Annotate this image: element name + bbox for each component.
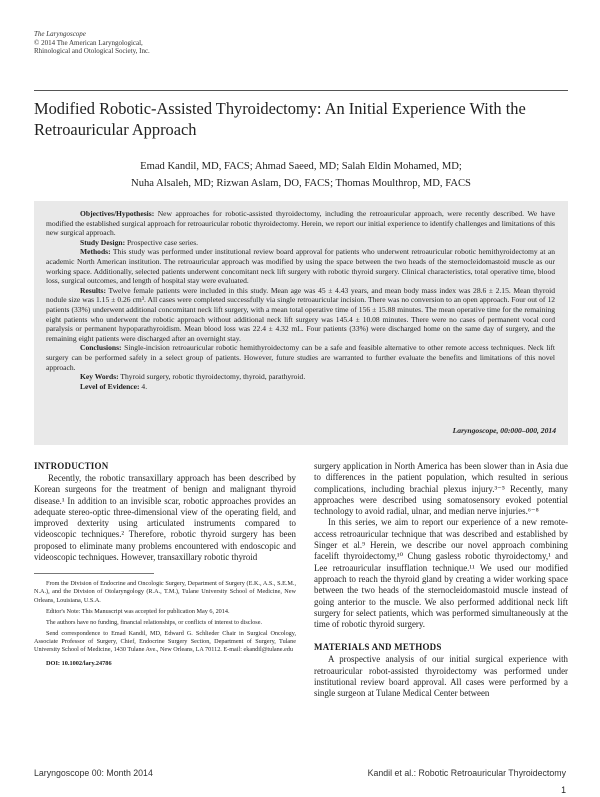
footnote-divider <box>34 573 154 574</box>
abstract-evidence: Level of Evidence: 4. <box>80 381 148 391</box>
intro-heading: INTRODUCTION <box>34 461 109 471</box>
abstract-results: Results: Twelve female patients were included in this study. Mean age was 45 ± 4.43 years, and mean body mass index was 28.6 ± 2.15. Mean thyroid nodule size was 1.15 ± 0.26 cm³. All cases were completed successfully via single retroauricular incision. There was no conversion to an open approach. Four out of 12 patients (33%) underwent additional concomitant neck lift surgery, with a mean total operative time of 156 ± 15.88 minutes. The mean operative time for the remaining eight patients who underwent the robotic approach without additional neck lift surgery was 145.4 ± 10.08 minutes. There were no cases of permanent vocal cord paralysis or permanent hypoparathyroidism. Mean blood loss was 22.4 ± 4.32 mL. Four patients (33%) were discharged home on the same day of surgery, and the remaining eight patients were discharged after an overnight stay. <box>46 285 555 343</box>
copyright-line: © 2014 The American Laryngological, <box>34 38 143 47</box>
journal-info <box>34 30 150 56</box>
abstract-objectives: Objectives/Hypothesis: New approaches for robotic-assisted thyroidectomy, including the retroauricular approach, were recently described. We have modified the established surgical approach for retroauricular robotic thyroidectomy. Herein, we report our initial experience to identify challenges and limitations of this new surgical approach. <box>46 209 556 238</box>
authors-line-2: Nuha Alsaleh, MD; Rizwan Aslam, DO, FACS; Thomas Moulthrop, MD, FACS <box>131 178 471 189</box>
footnote-affiliation: From the Division of Endocrine and Oncologic Surgery, Department of Surgery (E.K., A.S., S.E.M., N.A.), and the Division of Otolaryngology (R.A., T.M.), Tulane University School of Medicine, New Orleans, Louisiana, U.S.A. <box>34 580 296 604</box>
footnote-editor: Editor's Note: This Manuscript was accepted for publication May 6, 2014. <box>46 607 230 615</box>
doi: DOI: 10.1002/lary.24786 <box>46 660 112 668</box>
abstract-box <box>34 201 568 445</box>
methods-heading: MATERIALS AND METHODS <box>314 642 442 653</box>
footer-right: Kandil et al.: Robotic Retroauricular Thyroidectomy <box>367 768 566 778</box>
abstract-conclusions: Conclusions: Single-incision retroauricular robotic hemithyroidectomy can be a safe and feasible alternative to other remote access techniques. Neck lift surgery can be performed safely in a select group of patients. However, future studies are warranted to further evaluate the benefits and limitations of this novel approach. <box>46 343 556 372</box>
col2-paragraph-2: In this series, we aim to report our experience of a new remote-access retroauricular technique that was described and established by Singer et al.⁹ Herein, we describe our novel approach combining facelift thyroidectomy,¹⁰ Chung gasless robotic thyroidectomy,¹ and Lee retroauricular insufflation technique.¹¹ We used our modified approach to reach the thyroid gland by creating a wider working space between the two heads of the sternocleidomastoid muscle instead of going anterior to the muscle. We also performed additional neck lift surgery for select patients, which was performed simultaneously at the time of robotic thyroid surgery. <box>314 517 568 630</box>
footnote-disclosure: The authors have no funding, financial relationships, or conflicts of interest to disclose. <box>46 618 262 626</box>
author-list <box>34 158 568 192</box>
left-column <box>34 461 296 667</box>
intro-paragraph: Recently, the robotic transaxillary approach has been described by Korean surgeons for the treatment of benign and malignant thyroid disease.¹ In addition to an invisible scar, robotic approaches provides an adequate stereo-optic three-dimensional view of the operating field, and improved dexterity using articulated instruments compared to videoscopic techniques.² Therefore, robotic thyroid surgery has been proposed to eliminate many problems encountered with endoscopic and videoscopic techniques. However, transaxillary robotic thyroid <box>34 473 296 563</box>
article-title: Modified Robotic-Assisted Thyroidectomy: An Initial Experience With the Retroauricular Approach <box>34 99 526 139</box>
footer-left: Laryngoscope 00: Month 2014 <box>34 768 153 778</box>
page-number: 1 <box>561 785 566 795</box>
authors-line-1: Emad Kandil, MD, FACS; Ahmad Saeed, MD; Salah Eldin Mohamed, MD; <box>140 161 462 172</box>
abstract-keywords: Key Words: Thyroid surgery, robotic thyroidectomy, thyroid, parathyroid. <box>80 372 306 382</box>
society-line: Rhinological and Otological Society, Inc. <box>34 47 150 56</box>
header-divider <box>34 90 568 91</box>
abstract-citation: Laryngoscope, 00:000–000, 2014 <box>452 426 556 435</box>
col2-paragraph-1: surgery application in North America has been slower than in Asia due to differences in the patient population, which resulted in serious complications, including brachial plexus injury.³⁻⁵ Recently, many approaches were described using somatosensory evoked potential technology to avoid radial, ulnar, and median nerve injuries.⁶⁻⁸ <box>314 461 568 517</box>
journal-name: The Laryngoscope <box>34 30 86 38</box>
methods-paragraph: A prospective analysis of our initial surgical experience with retroauricular robot-assisted thyroidectomy was performed under institutional review board approval. All cases were performed by a single surgeon at Tulane Medical Center between <box>314 654 568 699</box>
footnote-correspondence: Send correspondence to Emad Kandil, MD, Edward G. Schlieder Chair in Surgical Oncology, Associate Professor of Surgery, Chief, Endocrine Surgery Section, Department of Surgery, Tulane University School of Medicine, 1430 Tulane Ave., New Orleans, LA 70112. E-mail: ekandil@tulane.edu <box>34 629 296 654</box>
abstract-design: Study Design: Prospective case series. <box>80 237 199 247</box>
right-column <box>314 461 568 700</box>
abstract-methods: Methods: This study was performed under institutional review board approval for patients who underwent retroauricular robotic hemithyroidectomy at an academic North American institution. The retroauricular approach was modified by using the space between the two heads of the sternocleidomastoid muscle as our working space. Additionally, selected patients underwent concomitant neck lift surgery with robotic thyroid surgery. Clinical characteristics, total operative time, blood loss, surgical outcomes, and length of hospital stay were evaluated. <box>46 247 555 286</box>
